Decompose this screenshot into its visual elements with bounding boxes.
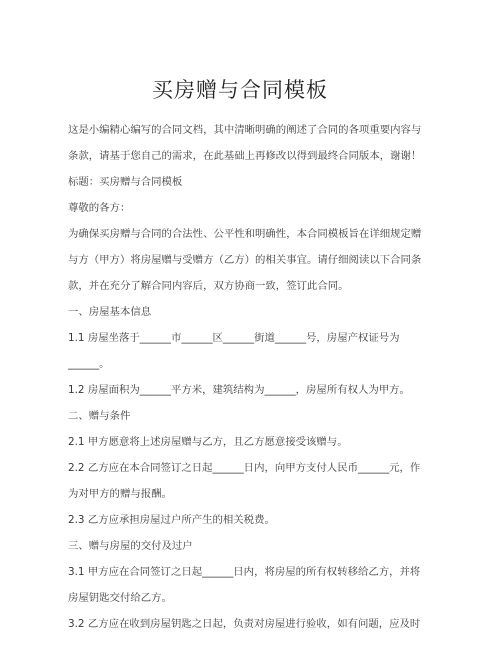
preamble-line-3: 款，并在充分了解合同内容后，双方协商一致，签订此合同。 (68, 280, 349, 292)
preamble-line-1: 为确保买房赠与合同的合法性、公平性和明确性，本合同模板旨在详细规定赠 (68, 228, 422, 240)
document-title: 买房赠与合同模板 (152, 78, 328, 102)
clause-3-2-line-1: 3.2 乙方应在收到房屋钥匙之日起，负责对房屋进行验收，如有问题，应及时 (68, 618, 421, 630)
clause-2-1: 2.1 甲方愿意将上述房屋赠与乙方，且乙方愿意接受该赠与。 (68, 436, 348, 448)
clause-2-2-line-2: 为对甲方的赠与报酬。 (68, 488, 172, 500)
intro-line-2: 条款，请基于您自己的需求，在此基础上再修改以得到最终合同版本，谢谢！ (68, 150, 422, 162)
preamble-line-2: 与方（甲方）将房屋赠与受赠方（乙方）的相关事宜。请仔细阅读以下合同条 (68, 254, 422, 266)
clause-3-1-line-2: 房屋钥匙交付给乙方。 (68, 592, 172, 604)
clause-1-1-line-1: 1.1 房屋坐落于______市______区______街道______号，房屋产权证号为 (68, 332, 400, 344)
clause-2-2-line-1: 2.2 乙方应在本合同签订之日起______日内，向甲方支付人民币______元，作 (68, 462, 421, 474)
clause-1-2: 1.2 房屋面积为______平方米，建筑结构为______，房屋所有权人为甲方。 (68, 384, 410, 396)
title-line: 标题：买房赠与合同模板 (68, 176, 183, 188)
clause-3-1-line-1: 3.1 甲方应在合同签订之日起______日内，将房屋的所有权转移给乙方，并将 (68, 566, 421, 578)
clause-1-1-line-2: ______。 (68, 358, 110, 370)
section-heading-3: 三、赠与房屋的交付及过户 (68, 540, 193, 552)
salutation: 尊敬的各方： (68, 202, 131, 214)
section-heading-1: 一、房屋基本信息 (68, 306, 152, 318)
section-heading-2: 二、赠与条件 (68, 410, 131, 422)
clause-2-3: 2.3 乙方应承担房屋过户所产生的相关税费。 (68, 514, 275, 526)
intro-line-1: 这是小编精心编写的合同文档，其中清晰明确的阐述了合同的各项重要内容与 (68, 124, 422, 136)
